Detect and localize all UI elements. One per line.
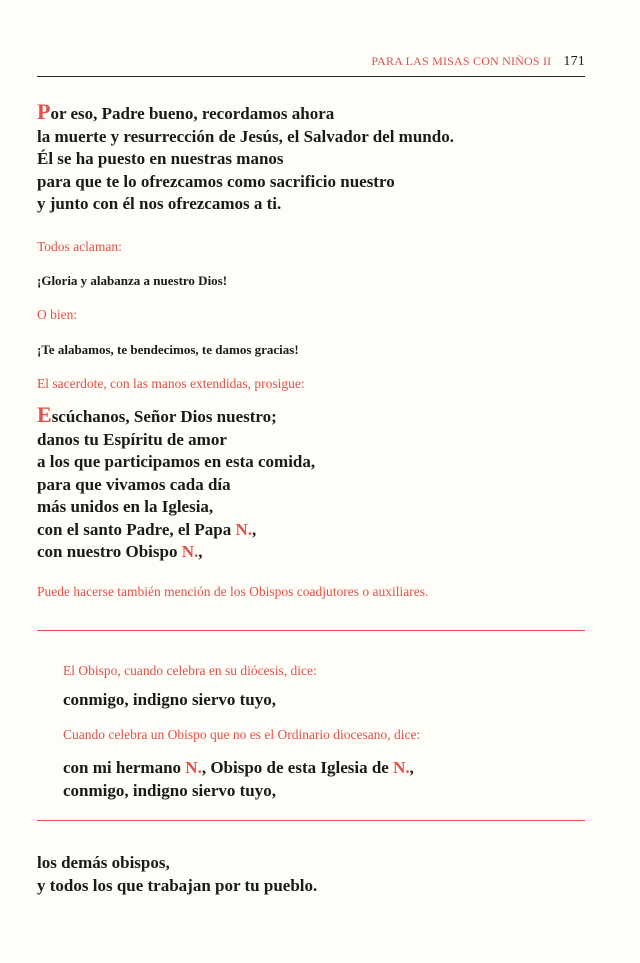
epiclesis-line: a los que participamos en esta comida,	[37, 452, 316, 471]
response-text: ¡Te alabamos, te bendecimos, te damos gracias!	[37, 342, 299, 357]
rubric-text: Todos aclaman:	[37, 239, 122, 254]
bishop-text: con nuestro Obispo	[37, 542, 182, 561]
name-placeholder: N.	[393, 758, 410, 777]
anamnesis-line: y junto con él nos ofrezcamos a ti.	[37, 194, 282, 213]
line-end: ,	[409, 758, 414, 777]
bishop-line: conmigo, indigno siervo tuyo,	[63, 690, 276, 709]
drop-initial: E	[37, 402, 52, 427]
epiclesis-line: para que vivamos cada día	[37, 474, 231, 494]
bishop-text-2	[63, 757, 585, 802]
bishop-end: ,	[198, 542, 203, 561]
anamnesis-first-line: or eso, Padre bueno, recordamos ahora	[50, 104, 335, 123]
priest-rubric	[37, 375, 585, 393]
epiclesis-pope-line	[37, 519, 585, 542]
epiclesis-bishop-line	[37, 541, 585, 564]
anamnesis-line	[37, 101, 585, 126]
closing-prayer	[37, 852, 585, 897]
running-header	[37, 54, 585, 70]
acclamation-rubric-1	[37, 238, 585, 256]
bishop-line: conmigo, indigno siervo tuyo,	[63, 780, 276, 800]
name-placeholder: N.	[185, 758, 202, 777]
epiclesis-line: danos tu Espíritu de amor	[37, 429, 227, 449]
rubric-text: Cuando celebra un Obispo que no es el Ordinario diocesano, dice:	[63, 727, 421, 742]
coadjutor-rubric	[37, 583, 585, 601]
acclamation-text-1	[37, 272, 585, 290]
closing-line: y todos los que trabajan por tu pueblo.	[37, 875, 318, 895]
rubric-text: El Obispo, cuando celebra en su diócesis, dice:	[63, 663, 317, 678]
response-text: ¡Gloria y alabanza a nuestro Dios!	[37, 273, 228, 288]
epiclesis-prayer	[37, 404, 585, 564]
church-text: , Obispo de esta Iglesia de	[201, 758, 394, 777]
header-title: PARA LAS MISAS CON NIÑOS II	[371, 54, 552, 68]
pope-text: con el santo Padre, el Papa	[37, 519, 236, 539]
bishop-text-1	[63, 689, 585, 712]
bishop-rubric-2	[63, 726, 585, 744]
bishop-line	[63, 757, 585, 780]
rubric-text: O bien:	[37, 307, 78, 322]
brother-text: con mi hermano	[63, 758, 186, 777]
section-rule-top	[37, 630, 585, 631]
rubric-text: Puede hacerse también mención de los Obispos coadjutores o auxiliares.	[37, 584, 429, 599]
anamnesis-line: Él se ha puesto en nuestras manos	[37, 149, 284, 168]
anamnesis-prayer	[37, 101, 585, 216]
epiclesis-line	[37, 404, 585, 429]
name-placeholder: N.	[181, 542, 199, 561]
section-rule-bottom	[37, 820, 585, 821]
bishop-rubric-1	[63, 662, 585, 680]
anamnesis-line: la muerte y resurrección de Jesús, el Salvador del mundo.	[37, 126, 454, 146]
anamnesis-line: para que te lo ofrezcamos como sacrificio nuestro	[37, 171, 395, 191]
pope-end: ,	[252, 519, 257, 539]
acclamation-text-2	[37, 341, 585, 359]
epiclesis-line: más unidos en la Iglesia,	[37, 497, 214, 516]
drop-initial: P	[37, 99, 51, 124]
closing-line: los demás obispos,	[37, 853, 170, 872]
name-placeholder: N.	[235, 519, 253, 539]
rubric-text: El sacerdote, con las manos extendidas, prosigue:	[37, 376, 305, 391]
header-rule	[37, 76, 585, 77]
page-number: 171	[563, 54, 585, 69]
epiclesis-first-line: scúchanos, Señor Dios nuestro;	[51, 407, 277, 426]
acclamation-rubric-2	[37, 306, 585, 324]
